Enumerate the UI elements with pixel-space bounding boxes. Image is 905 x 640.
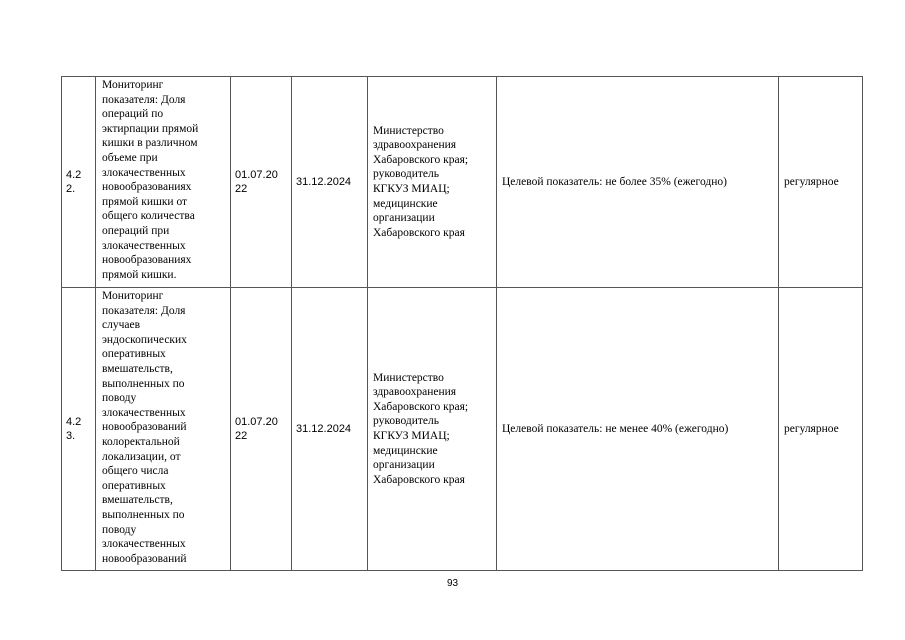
table-row	[62, 77, 863, 288]
row-number: 4.2 3.	[66, 416, 82, 442]
target-cell	[497, 77, 779, 288]
target-indicator: Целевой показатель: не более 35% (ежегодно)	[502, 175, 727, 188]
target-indicator: Целевой показатель: не менее 40% (ежегодно)	[502, 422, 729, 435]
type-cell	[779, 77, 863, 288]
end-date: 31.12.2024	[296, 176, 352, 188]
table-row	[62, 288, 863, 571]
description-cell	[96, 77, 231, 288]
page-number: 93	[446, 578, 459, 589]
start-date: 01.07.20 22	[235, 416, 278, 442]
end-date-cell	[292, 288, 368, 571]
responsible-cell	[368, 77, 497, 288]
responsible-parties: Министерство здравоохранения Хабаровского края; руководитель КГКУЗ МИАЦ; медицинские организации Хабаровского края	[373, 124, 469, 239]
end-date-cell	[292, 77, 368, 288]
measures-table	[61, 76, 863, 571]
row-number-cell	[62, 77, 96, 288]
row-number-cell	[62, 288, 96, 571]
responsible-cell	[368, 288, 497, 571]
measure-type: регулярное	[784, 175, 839, 188]
measure-description: Мониторинг показателя: Доля операций по эктирпации прямой кишки в различном объеме при злокачественных новообразованиях прямой кишки от общего количества операций при злокачественных новообразованиях прямой кишки.	[102, 79, 199, 281]
target-cell	[497, 288, 779, 571]
description-cell	[96, 288, 231, 571]
responsible-parties: Министерство здравоохранения Хабаровского края; руководитель КГКУЗ МИАЦ; медицинские организации Хабаровского края	[373, 371, 469, 486]
row-number: 4.2 2.	[66, 169, 82, 195]
start-date-cell	[231, 77, 292, 288]
measure-type: регулярное	[784, 422, 839, 435]
end-date: 31.12.2024	[296, 423, 352, 435]
start-date-cell	[231, 288, 292, 571]
start-date: 01.07.20 22	[235, 169, 278, 195]
type-cell	[779, 288, 863, 571]
measure-description: Мониторинг показателя: Доля случаев эндоскопических оперативных вмешательств, выполненных по поводу злокачественных новообразований колоректальной локализации, от общего числа оперативных вмешательств, выполненных по поводу злокачественных новообразований	[102, 290, 187, 565]
